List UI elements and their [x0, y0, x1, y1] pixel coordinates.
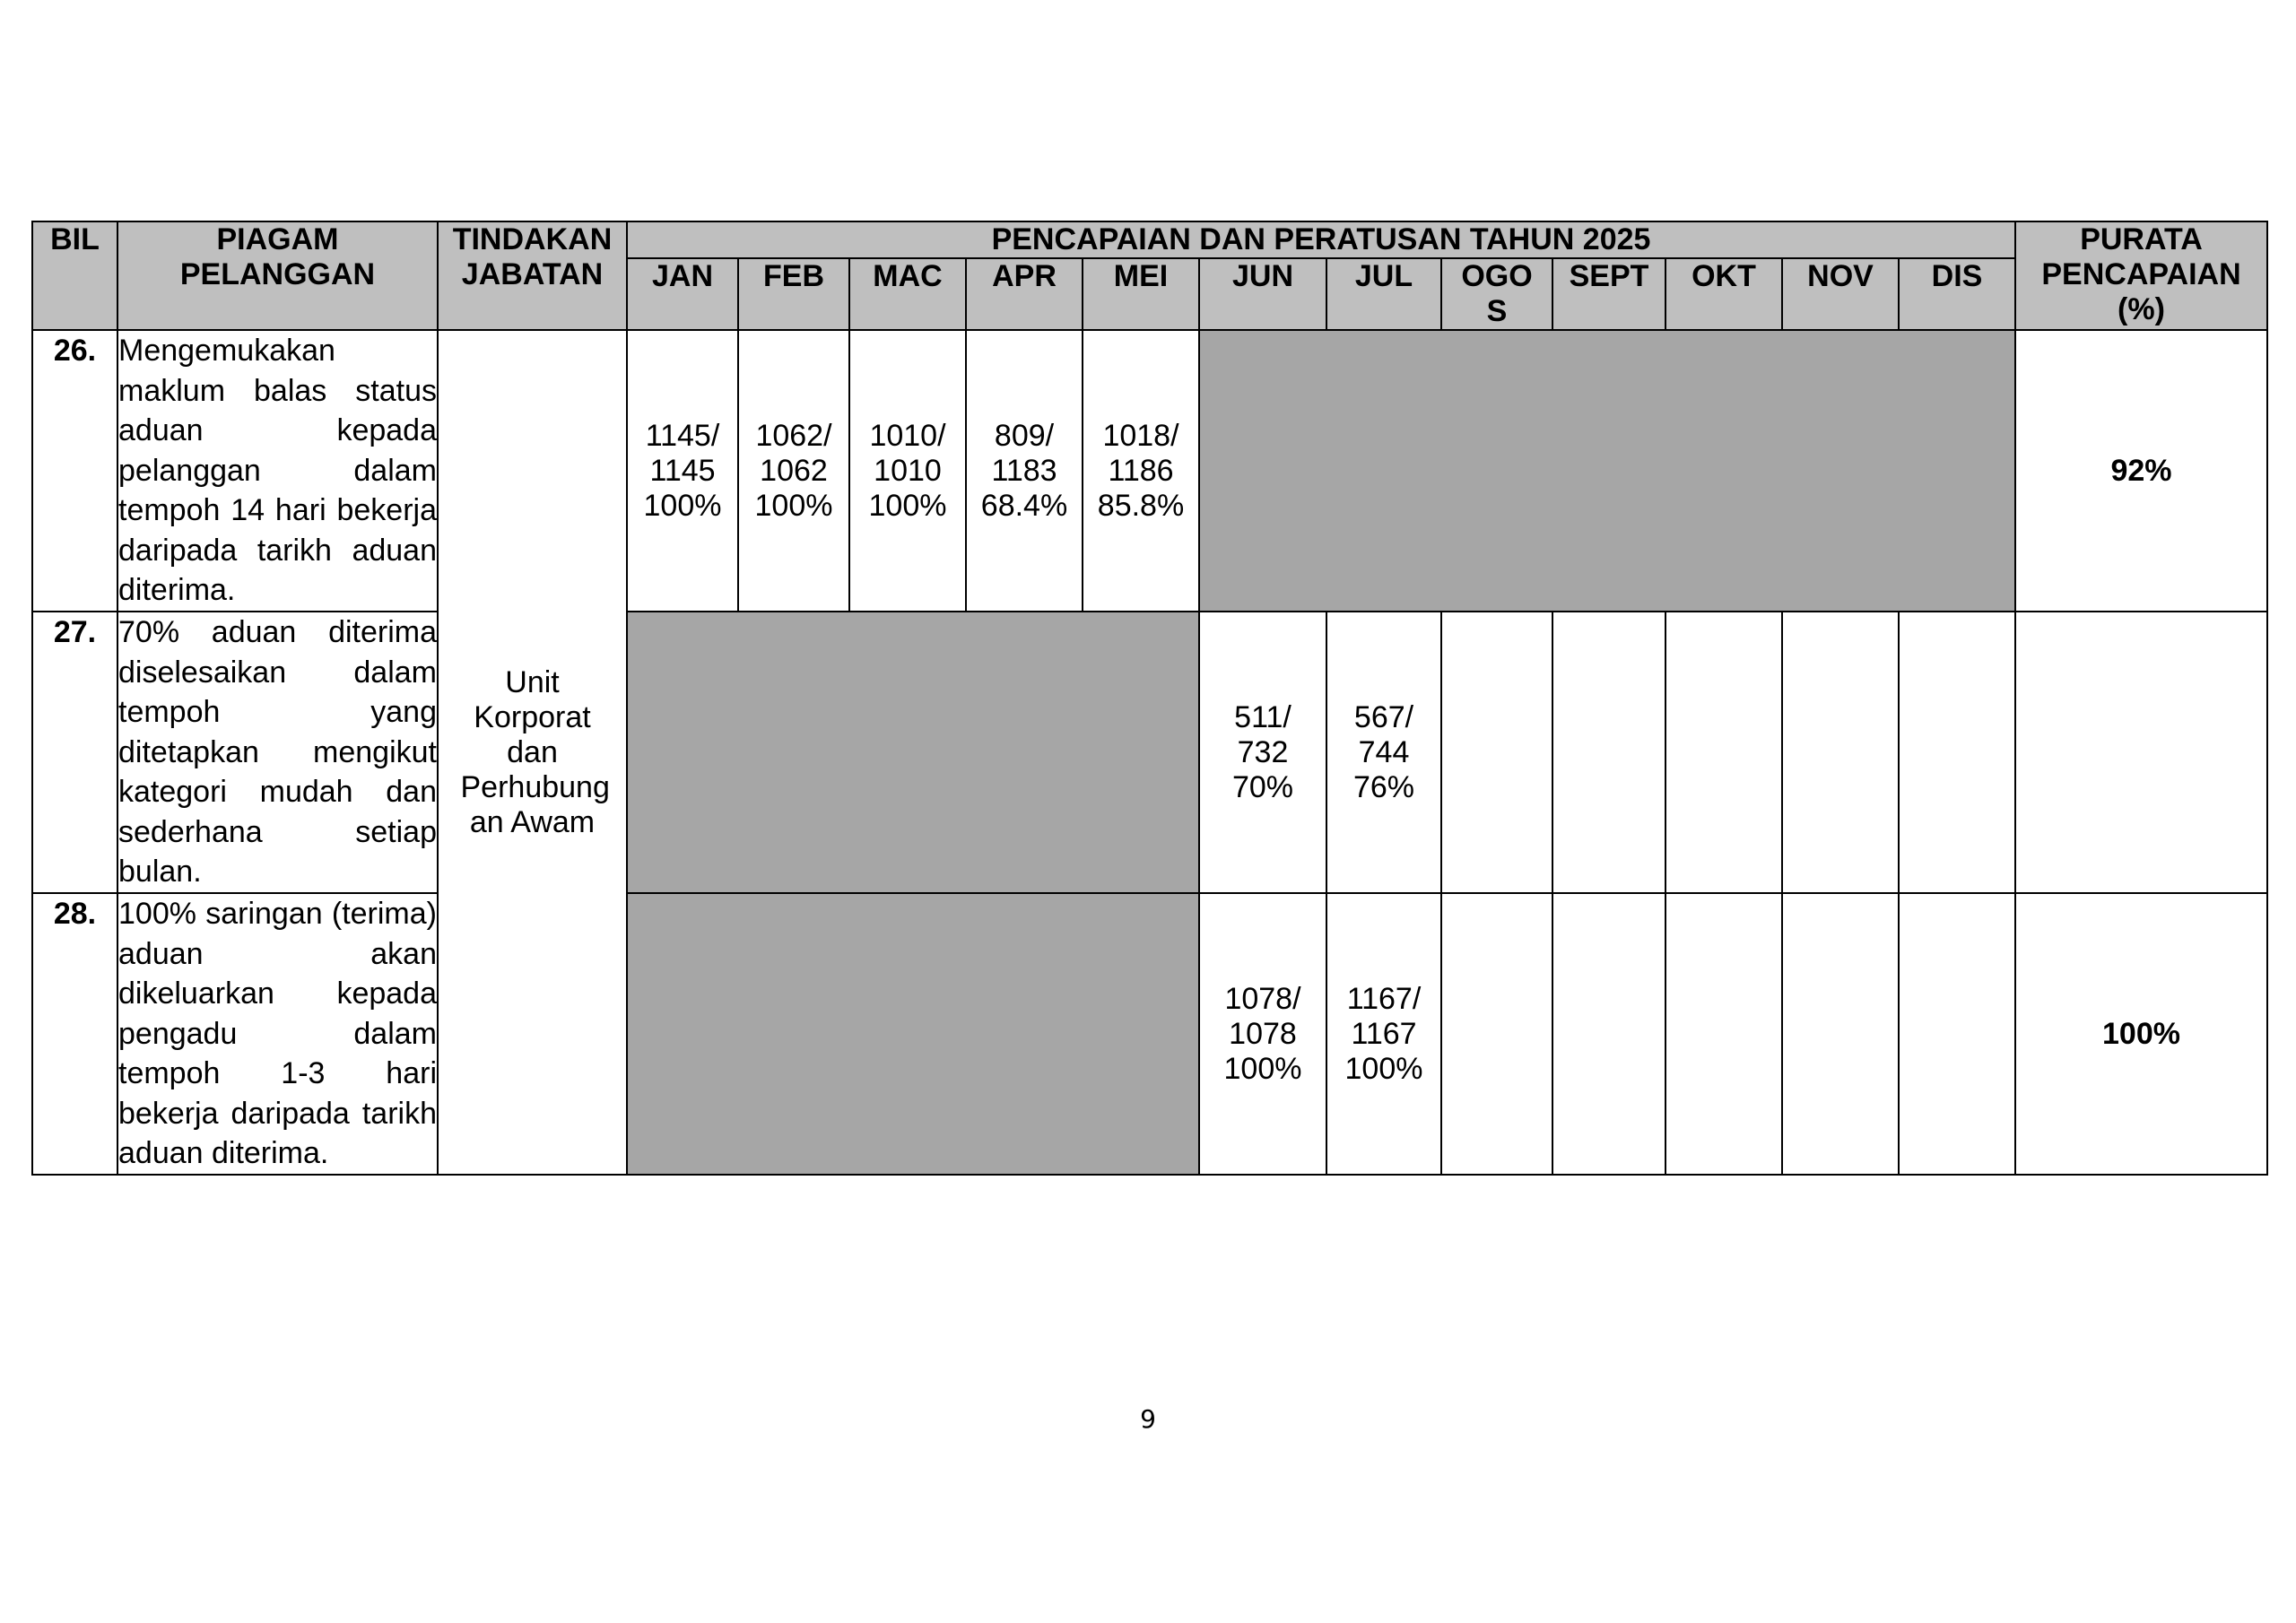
average-value: 100% — [2015, 893, 2267, 1175]
month-value — [1665, 612, 1782, 893]
charter-description: 100% saringan (terima) aduan akan dikeluarkan kepada pengadu dalam tempoh 1-3 hari bekerja daripada tarikh aduan diterima. — [117, 893, 438, 1175]
average-value: 92% — [2015, 330, 2267, 612]
month-value — [1899, 893, 2015, 1175]
shaded-cell — [1199, 330, 2015, 612]
month-value: 567/ 744 76% — [1326, 612, 1441, 893]
month-header: JUN — [1199, 258, 1326, 330]
month-header: SEPT — [1552, 258, 1665, 330]
table-row — [32, 893, 2267, 1175]
department-label: Unit Korporat dan Perhubung an Awam — [460, 664, 610, 839]
col-header-bil: BIL — [32, 221, 117, 330]
charter-description: Mengemukakan maklum balas status aduan kepada pelanggan dalam tempoh 14 hari bekerja daripada tarikh aduan diterima. — [117, 330, 438, 612]
month-value: 1145/ 1145 100% — [627, 330, 738, 612]
month-header: JUL — [1326, 258, 1441, 330]
month-header: MEI — [1083, 258, 1199, 330]
month-value — [1552, 893, 1665, 1175]
month-value: 1167/ 1167 100% — [1326, 893, 1441, 1175]
month-value: 511/ 732 70% — [1199, 612, 1326, 893]
table-row — [32, 330, 2267, 612]
row-number: 28. — [32, 893, 117, 1175]
page-number: 9 — [1140, 1404, 1156, 1434]
month-header: FEB — [738, 258, 849, 330]
month-value — [1782, 612, 1899, 893]
shaded-cell — [627, 893, 1199, 1175]
month-value: 1010/ 1010 100% — [849, 330, 966, 612]
month-value — [1441, 612, 1552, 893]
month-value — [1899, 612, 2015, 893]
month-value: 1018/ 1186 85.8% — [1083, 330, 1199, 612]
row-number: 27. — [32, 612, 117, 893]
header-row — [32, 221, 2267, 258]
col-header-purata: PURATA PENCAPAIAN (%) — [2015, 221, 2267, 330]
department-cell — [438, 330, 627, 1175]
month-value — [1782, 893, 1899, 1175]
month-value — [1441, 893, 1552, 1175]
shaded-cell — [627, 612, 1199, 893]
month-header: MAC — [849, 258, 966, 330]
col-header-pencapaian: PENCAPAIAN DAN PERATUSAN TAHUN 2025 — [627, 221, 2015, 258]
month-value: 1062/ 1062 100% — [738, 330, 849, 612]
col-header-piagam: PIAGAM PELANGGAN — [117, 221, 438, 330]
col-header-tindakan: TINDAKAN JABATAN — [438, 221, 627, 330]
month-header: OKT — [1665, 258, 1782, 330]
month-value: 1078/ 1078 100% — [1199, 893, 1326, 1175]
month-value — [1552, 612, 1665, 893]
charter-description: 70% aduan diterima diselesaikan dalam tempoh yang ditetapkan mengikut kategori mudah dan sederhana setiap bulan. — [117, 612, 438, 893]
customer-charter-table — [31, 221, 2268, 1176]
average-value — [2015, 612, 2267, 893]
month-header: JAN — [627, 258, 738, 330]
month-header: OGO S — [1441, 258, 1552, 330]
month-header: DIS — [1899, 258, 2015, 330]
row-number: 26. — [32, 330, 117, 612]
table-row — [32, 612, 2267, 893]
month-value: 809/ 1183 68.4% — [966, 330, 1083, 612]
month-value — [1665, 893, 1782, 1175]
month-header: APR — [966, 258, 1083, 330]
month-header: NOV — [1782, 258, 1899, 330]
